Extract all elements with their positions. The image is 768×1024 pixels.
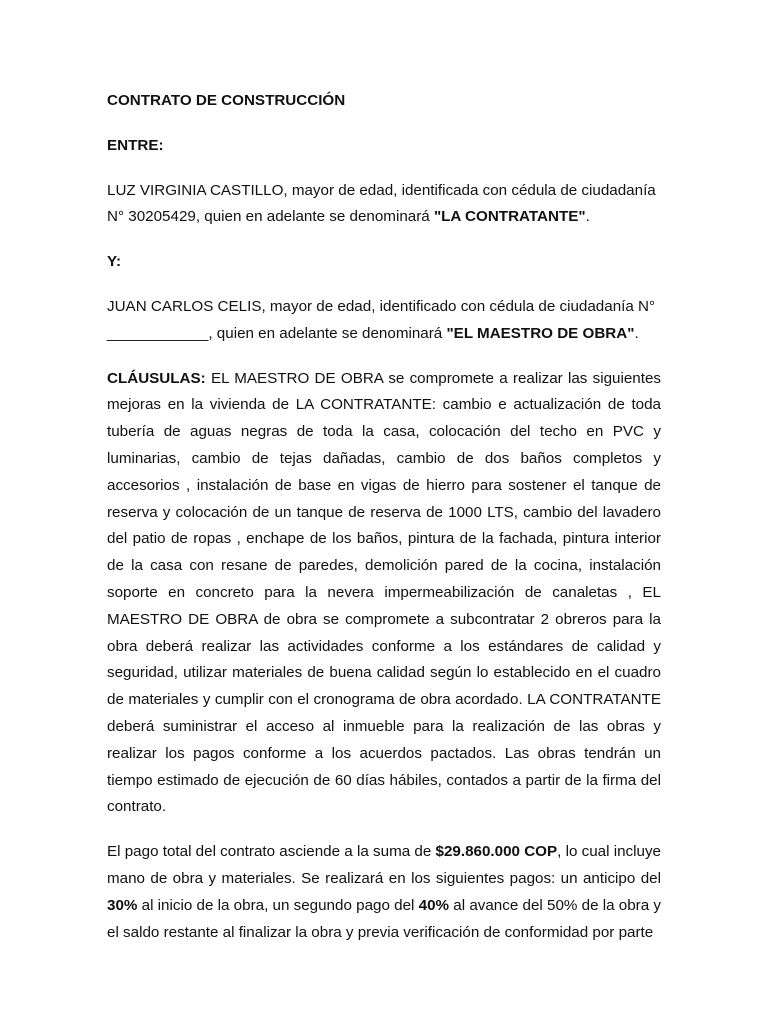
- pago-amount: $29.860.000 COP: [435, 843, 558, 861]
- pago-paragraph: [107, 839, 661, 946]
- party2-paragraph: [107, 294, 661, 348]
- clausulas-paragraph: [107, 366, 661, 822]
- y-heading: Y:: [107, 253, 122, 271]
- document-page: [107, 88, 661, 964]
- pago-text-4: al avance del 50% de la obra y el saldo restante al finalizar la obra y previa verificación de conformidad por parte: [107, 896, 662, 941]
- entre-heading: ENTRE:: [107, 136, 164, 154]
- party1-paragraph: [107, 178, 661, 232]
- clausulas-label: CLÁUSULAS:: [107, 369, 206, 387]
- party1-text: LUZ VIRGINIA CASTILLO, mayor de edad, identificada con cédula de ciudadanía N° 30205429, quien en adelante se denominará: [107, 181, 656, 226]
- party1-alias: "LA CONTRATANTE": [433, 208, 586, 226]
- pago-text-2: , lo cual incluye mano de obra y materiales. Se realizará en los siguientes pagos: un anticipo del: [107, 843, 662, 887]
- party1-end: .: [585, 208, 590, 226]
- party2-text: JUAN CARLOS CELIS, mayor de edad, identificado con cédula de ciudadanía N° ____________, quien en adelante se denominará: [107, 297, 656, 342]
- party2-alias: "EL MAESTRO DE OBRA": [446, 324, 635, 342]
- pago-percent-2: 40%: [418, 896, 450, 914]
- document-title: CONTRATO DE CONSTRUCCIÓN: [107, 92, 346, 109]
- pago-percent-1: 30%: [107, 896, 138, 914]
- pago-text-1: El pago total del contrato asciende a la suma de: [107, 843, 436, 861]
- party2-end: .: [634, 324, 639, 342]
- clausulas-text: EL MAESTRO DE OBRA se compromete a realizar las siguientes mejoras en la vivienda de LA CONTRATANTE: cambio e actualización de toda tubería de aguas negras de toda la casa, colocación del techo en PVC y luminarias, cambio de tejas dañadas, cambio de dos baños completos y accesorios , instalación de base en vigas de hierro para sostener el tanque de reserva y colocación de un tanque de reserva de 1000 LTS, cambio del lavadero del patio de ropas , enchape de los baños, pintura de la fachada, pintura interior de la casa con resane de paredes, demolición pared de la cocina, instalación soporte en concreto para la nevera impermeabilización de canaletas , EL MAESTRO DE OBRA de obra se compromete a subcontratar 2 obreros para la obra deberá realizar las actividades conforme a los estándares de calidad y seguridad, utilizar materiales de buena calidad según lo establecido en el cuadro de materiales y cumplir con el cronograma de obra acordado. LA CONTRATANTE deberá suministrar el acceso al inmueble para la realización de las obras y realizar los pagos conforme a los acuerdos pactados. Las obras tendrán un tiempo estimado de ejecución de 60 días hábiles, contados a partir de la firma del contrato.: [107, 369, 661, 816]
- pago-text-3: al inicio de la obra, un segundo pago del: [137, 896, 419, 914]
